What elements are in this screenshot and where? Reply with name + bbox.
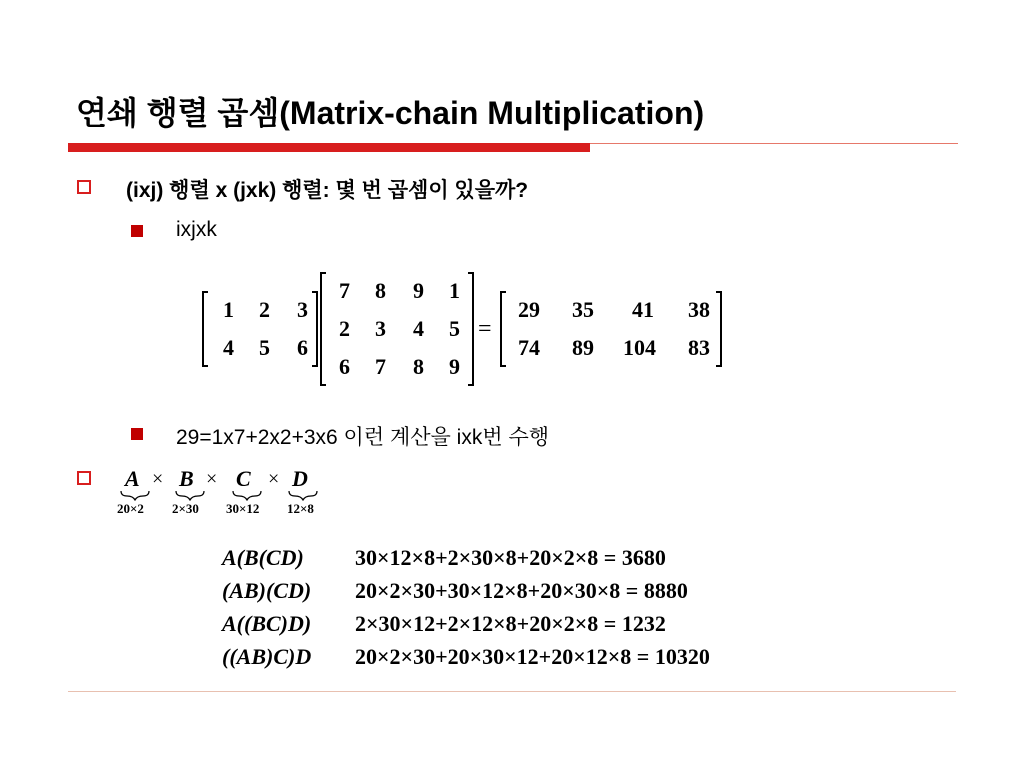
matrix-cell: 3	[375, 316, 386, 341]
equals-sign: =	[478, 316, 492, 342]
filled-square-bullet-icon	[131, 428, 143, 440]
matrix-cell: 9	[449, 354, 460, 379]
matrix-cell: 7	[339, 278, 350, 303]
matrix-cell: 8	[375, 278, 386, 303]
times-operator: ×	[206, 468, 218, 490]
underbraces	[118, 489, 318, 501]
hollow-square-bullet-icon	[77, 180, 91, 194]
matrix-cell: 9	[413, 278, 424, 303]
slide-title: 연쇄 행렬 곱셈(Matrix-chain Multiplication)	[76, 95, 705, 131]
sub-bullet-ixjxk: ixjxk	[176, 218, 217, 241]
matrix-a	[202, 291, 318, 367]
times-operator: ×	[268, 468, 280, 490]
dimension-label: 12×8	[287, 501, 314, 516]
matrix-cell: 4	[413, 316, 424, 341]
footer-rule	[68, 691, 956, 692]
matrix-cell: 74	[518, 335, 540, 360]
filled-square-bullet-icon	[131, 225, 143, 237]
matrix-cell: 89	[572, 335, 594, 360]
order-expression: ((AB)C)D	[222, 644, 312, 669]
matrix-cell: 6	[297, 335, 308, 360]
sub-bullet-computation: 29=1x7+2x2+3x6 이런 계산을 ixk번 수행	[176, 426, 550, 449]
order-expression: (AB)(CD)	[222, 578, 312, 603]
title-accent-bar	[68, 143, 590, 152]
dimension-label: 20×2	[117, 501, 144, 516]
matrix-cell: 6	[339, 354, 350, 379]
matrix-cell: 35	[572, 297, 594, 322]
matrix-cell: 7	[375, 354, 386, 379]
matrix-cell: 83	[688, 335, 710, 360]
order-expression: A((BC)D)	[222, 611, 312, 636]
matrix-name: A	[125, 466, 140, 491]
dimension-label: 30×12	[226, 501, 260, 516]
matrix-name: B	[179, 466, 194, 491]
order-cost: 30×12×8+2×30×8+20×2×8 = 3680	[355, 545, 666, 570]
order-cost: 2×30×12+2×12×8+20×2×8 = 1232	[355, 611, 666, 636]
matrix-cell: 104	[623, 335, 656, 360]
matrix-c	[500, 291, 722, 367]
dimension-label: 2×30	[172, 501, 199, 516]
matrix-cell: 8	[413, 354, 424, 379]
matrix-name: C	[236, 466, 251, 491]
matrix-cell: 1	[449, 278, 460, 303]
matrix-cell: 3	[297, 297, 308, 322]
bullet-question: (ixj) 행렬 x (jxk) 행렬: 몇 번 곱셈이 있을까?	[126, 179, 529, 202]
hollow-square-bullet-icon	[77, 471, 91, 485]
matrix-name: D	[292, 466, 308, 491]
matrix-cell: 1	[223, 297, 234, 322]
matrix-cell: 4	[223, 335, 234, 360]
matrix-cell: 29	[518, 297, 540, 322]
matrix-cell: 41	[632, 297, 654, 322]
matrix-cell: 2	[259, 297, 270, 322]
times-operator: ×	[152, 468, 164, 490]
matrix-cell: 5	[259, 335, 270, 360]
order-expression: A(B(CD)	[222, 545, 304, 570]
order-cost: 20×2×30+20×30×12+20×12×8 = 10320	[355, 644, 710, 669]
matrix-cell: 5	[449, 316, 460, 341]
matrix-b	[320, 272, 474, 386]
matrix-cell: 38	[688, 297, 710, 322]
matrix-cell: 2	[339, 316, 350, 341]
order-cost: 20×2×30+30×12×8+20×30×8 = 8880	[355, 578, 688, 603]
